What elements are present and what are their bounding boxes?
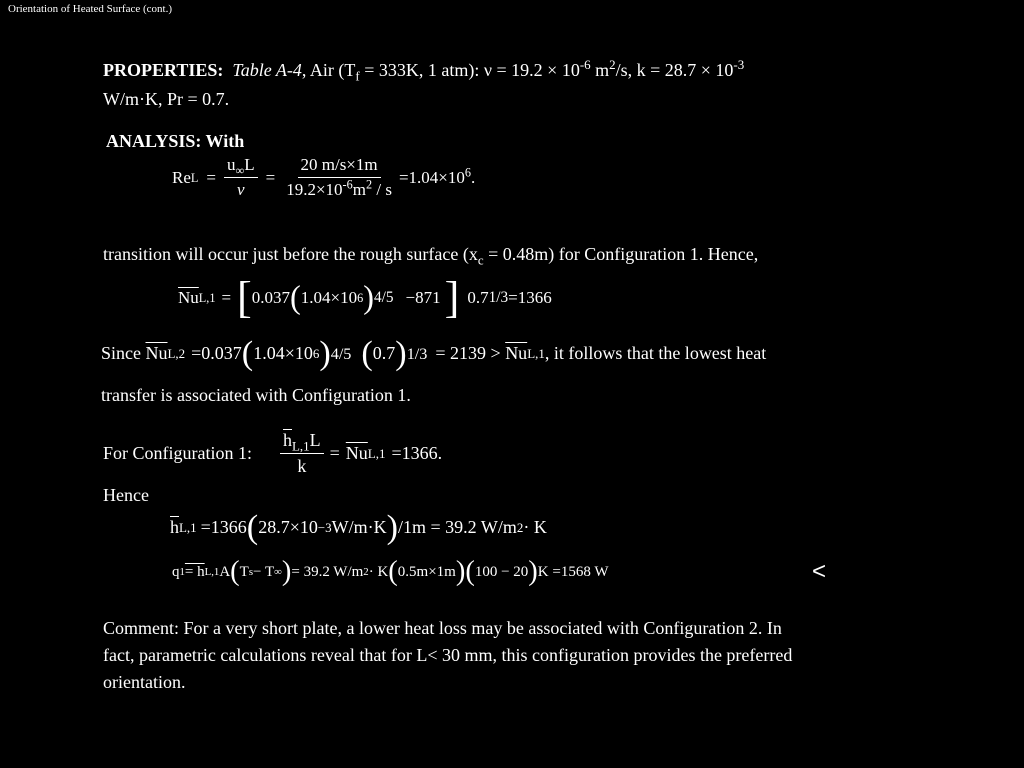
config-result: =1366. — [391, 443, 443, 463]
nu2-cmp-symbol: $\overline{Nu}$ — [505, 343, 528, 364]
config-h-sub: L,1 — [292, 438, 310, 454]
re-symbol: Re — [172, 167, 191, 187]
nu2-line: Since $\overline{Nu}$ L,2 =0.037 ( 1.04×10 6 ) 4/5 ( 0.7 ) 1/3 = 2139 > $\overline{Nu}$ L,1 , it follows that the lowest heat — [101, 335, 767, 372]
nu1-coef: 0.037 — [251, 287, 290, 307]
q-b: A — [219, 563, 231, 580]
properties-text-k: /s, k = 28.7 × 10 — [615, 60, 734, 80]
q-g: 0.5m×1m — [397, 563, 456, 580]
re-fraction-2 — [283, 155, 395, 200]
q-symbol: q — [172, 563, 180, 580]
config-equation: For Configuration 1: $\frac{\overline{h}_{L,1}L}{k}$ = $\overline{Nu}$ L,1 =1366. — [103, 430, 443, 476]
nu2-coef: =0.037 — [191, 343, 242, 364]
hence-label: Hence — [103, 485, 149, 505]
reynolds-equation: Re L = $\frac{u_\infty L}{\nu}$ = $\frac{20 m/s\times 1m}{19.2\times 10^{-6}m^2 / s}$ $=1.04\times 10^6$. — [172, 155, 476, 199]
properties-text-mid: = 333K, 1 atm): ν = 19.2 × 10 — [359, 60, 580, 80]
re-den2-exp2: 2 — [365, 177, 373, 192]
q-a: = h — [184, 563, 205, 580]
answer-marker: < — [812, 558, 827, 585]
nu1-pr: 0.7 — [467, 287, 489, 307]
properties-label: PROPERTIES: — [103, 60, 224, 80]
re-fraction-1 — [224, 155, 258, 200]
nu2-pr: 0.7 — [372, 343, 396, 364]
h-equation: $\overline{h}$ L,1 =1366 ( 28.7×10 −3 W/m·K ) /1m = 39.2 W/m 2 · K — [170, 509, 547, 546]
nu1-base: 1.04×10 — [300, 287, 358, 307]
config-label: For Configuration 1: — [103, 443, 252, 463]
re-den2-exp: -6 — [342, 177, 353, 192]
tf-subscript: f — [355, 68, 360, 84]
h-symbol: $\overline{h}$ — [170, 517, 179, 538]
nu2-since: Since — [101, 343, 141, 364]
q-c: T — [239, 563, 249, 580]
re-num2: 20 m/s×1m — [298, 155, 381, 178]
transition-text-b: = 0.48m) for Configuration 1. Hence, — [483, 244, 759, 264]
re-den1: ν — [237, 180, 245, 199]
nu1-minus: −871 — [405, 287, 441, 307]
re-den2-c: / s — [372, 180, 392, 199]
q-f: · K — [368, 563, 389, 580]
q-i: K =1568 W — [537, 563, 609, 580]
comment-line-3: orientation. — [103, 672, 186, 692]
re-den2-b: m — [352, 180, 366, 199]
h-d: /1m = 39.2 W/m — [398, 517, 517, 538]
nu2-symbol: $\overline{Nu}$ — [145, 343, 168, 364]
config-l: L — [309, 430, 321, 450]
k-exponent: -3 — [733, 57, 745, 72]
re-num1-sub: ∞ — [235, 163, 245, 178]
h-e: · K — [523, 517, 547, 538]
nu2-tail: , it follows that the lowest heat — [544, 343, 767, 364]
config-eq: = — [329, 443, 340, 463]
q-e: = 39.2 W/m — [291, 563, 364, 580]
re-result-exp: 6 — [464, 164, 471, 179]
m-exponent: 2 — [609, 57, 616, 72]
analysis-label: ANALYSIS: With — [106, 131, 245, 151]
nu2-line-2: transfer is associated with Configuration 1. — [101, 385, 411, 405]
properties-text-pre: , Air (T — [301, 60, 356, 80]
config-fraction — [280, 430, 324, 477]
nu1-equation: $\overline{Nu}$ L,1 = [ 0.037 ( 1.04×10 6 ) 4/5 −871 ] 0.7 1/3 =1366 — [178, 273, 552, 322]
nu-exponent: -6 — [579, 57, 591, 72]
transition-text — [103, 244, 759, 268]
q-equation: q 1 = h L,1 A ( T s − T ∞ ) = 39.2 W/m 2 · K ( 0.5m×1m ) ( 100 − 20 ) K =1568 W — [172, 556, 609, 587]
h-b: 28.7×10 — [258, 517, 318, 538]
xc-subscript: c — [477, 252, 484, 268]
page-header: Orientation of Heated Surface (cont.) — [8, 3, 173, 15]
re-result: =1.04×10 — [398, 167, 465, 187]
properties-table: Table A-4 — [232, 60, 302, 80]
comment-line-1: Comment: For a very short plate, a lower heat loss may be associated with Configuration 2. In — [103, 618, 782, 638]
nu-unit: m — [590, 60, 610, 80]
config-nu: $\overline{Nu}$ — [345, 443, 368, 463]
nu2-result: = 2139 > — [435, 343, 501, 364]
re-den2-a: 19.2×10 — [286, 180, 343, 199]
nu1-symbol: $\overline{Nu}$ — [178, 287, 199, 307]
q-h: 100 − 20 — [474, 563, 529, 580]
re-num1: u — [226, 155, 236, 174]
comment-line-2: fact, parametric calculations reveal that for L< 30 mm, this configuration provides the preferred — [103, 645, 793, 665]
h-a: =1366 — [200, 517, 247, 538]
properties-line-1 — [103, 57, 745, 84]
config-h: $\overline{h}$ — [283, 430, 292, 450]
config-k: k — [297, 456, 307, 476]
nu2-base: 1.04×10 — [253, 343, 313, 364]
re-result-tail: . — [471, 167, 476, 187]
transition-text-a: transition will occur just before the rough surface (x — [103, 244, 478, 264]
re-num1-tail: L — [244, 155, 255, 174]
q-d: − T — [253, 563, 275, 580]
nu1-result: =1366 — [508, 287, 552, 307]
h-c: W/m·K — [331, 517, 387, 538]
properties-line-2: W/m·K, Pr = 0.7. — [103, 89, 230, 109]
